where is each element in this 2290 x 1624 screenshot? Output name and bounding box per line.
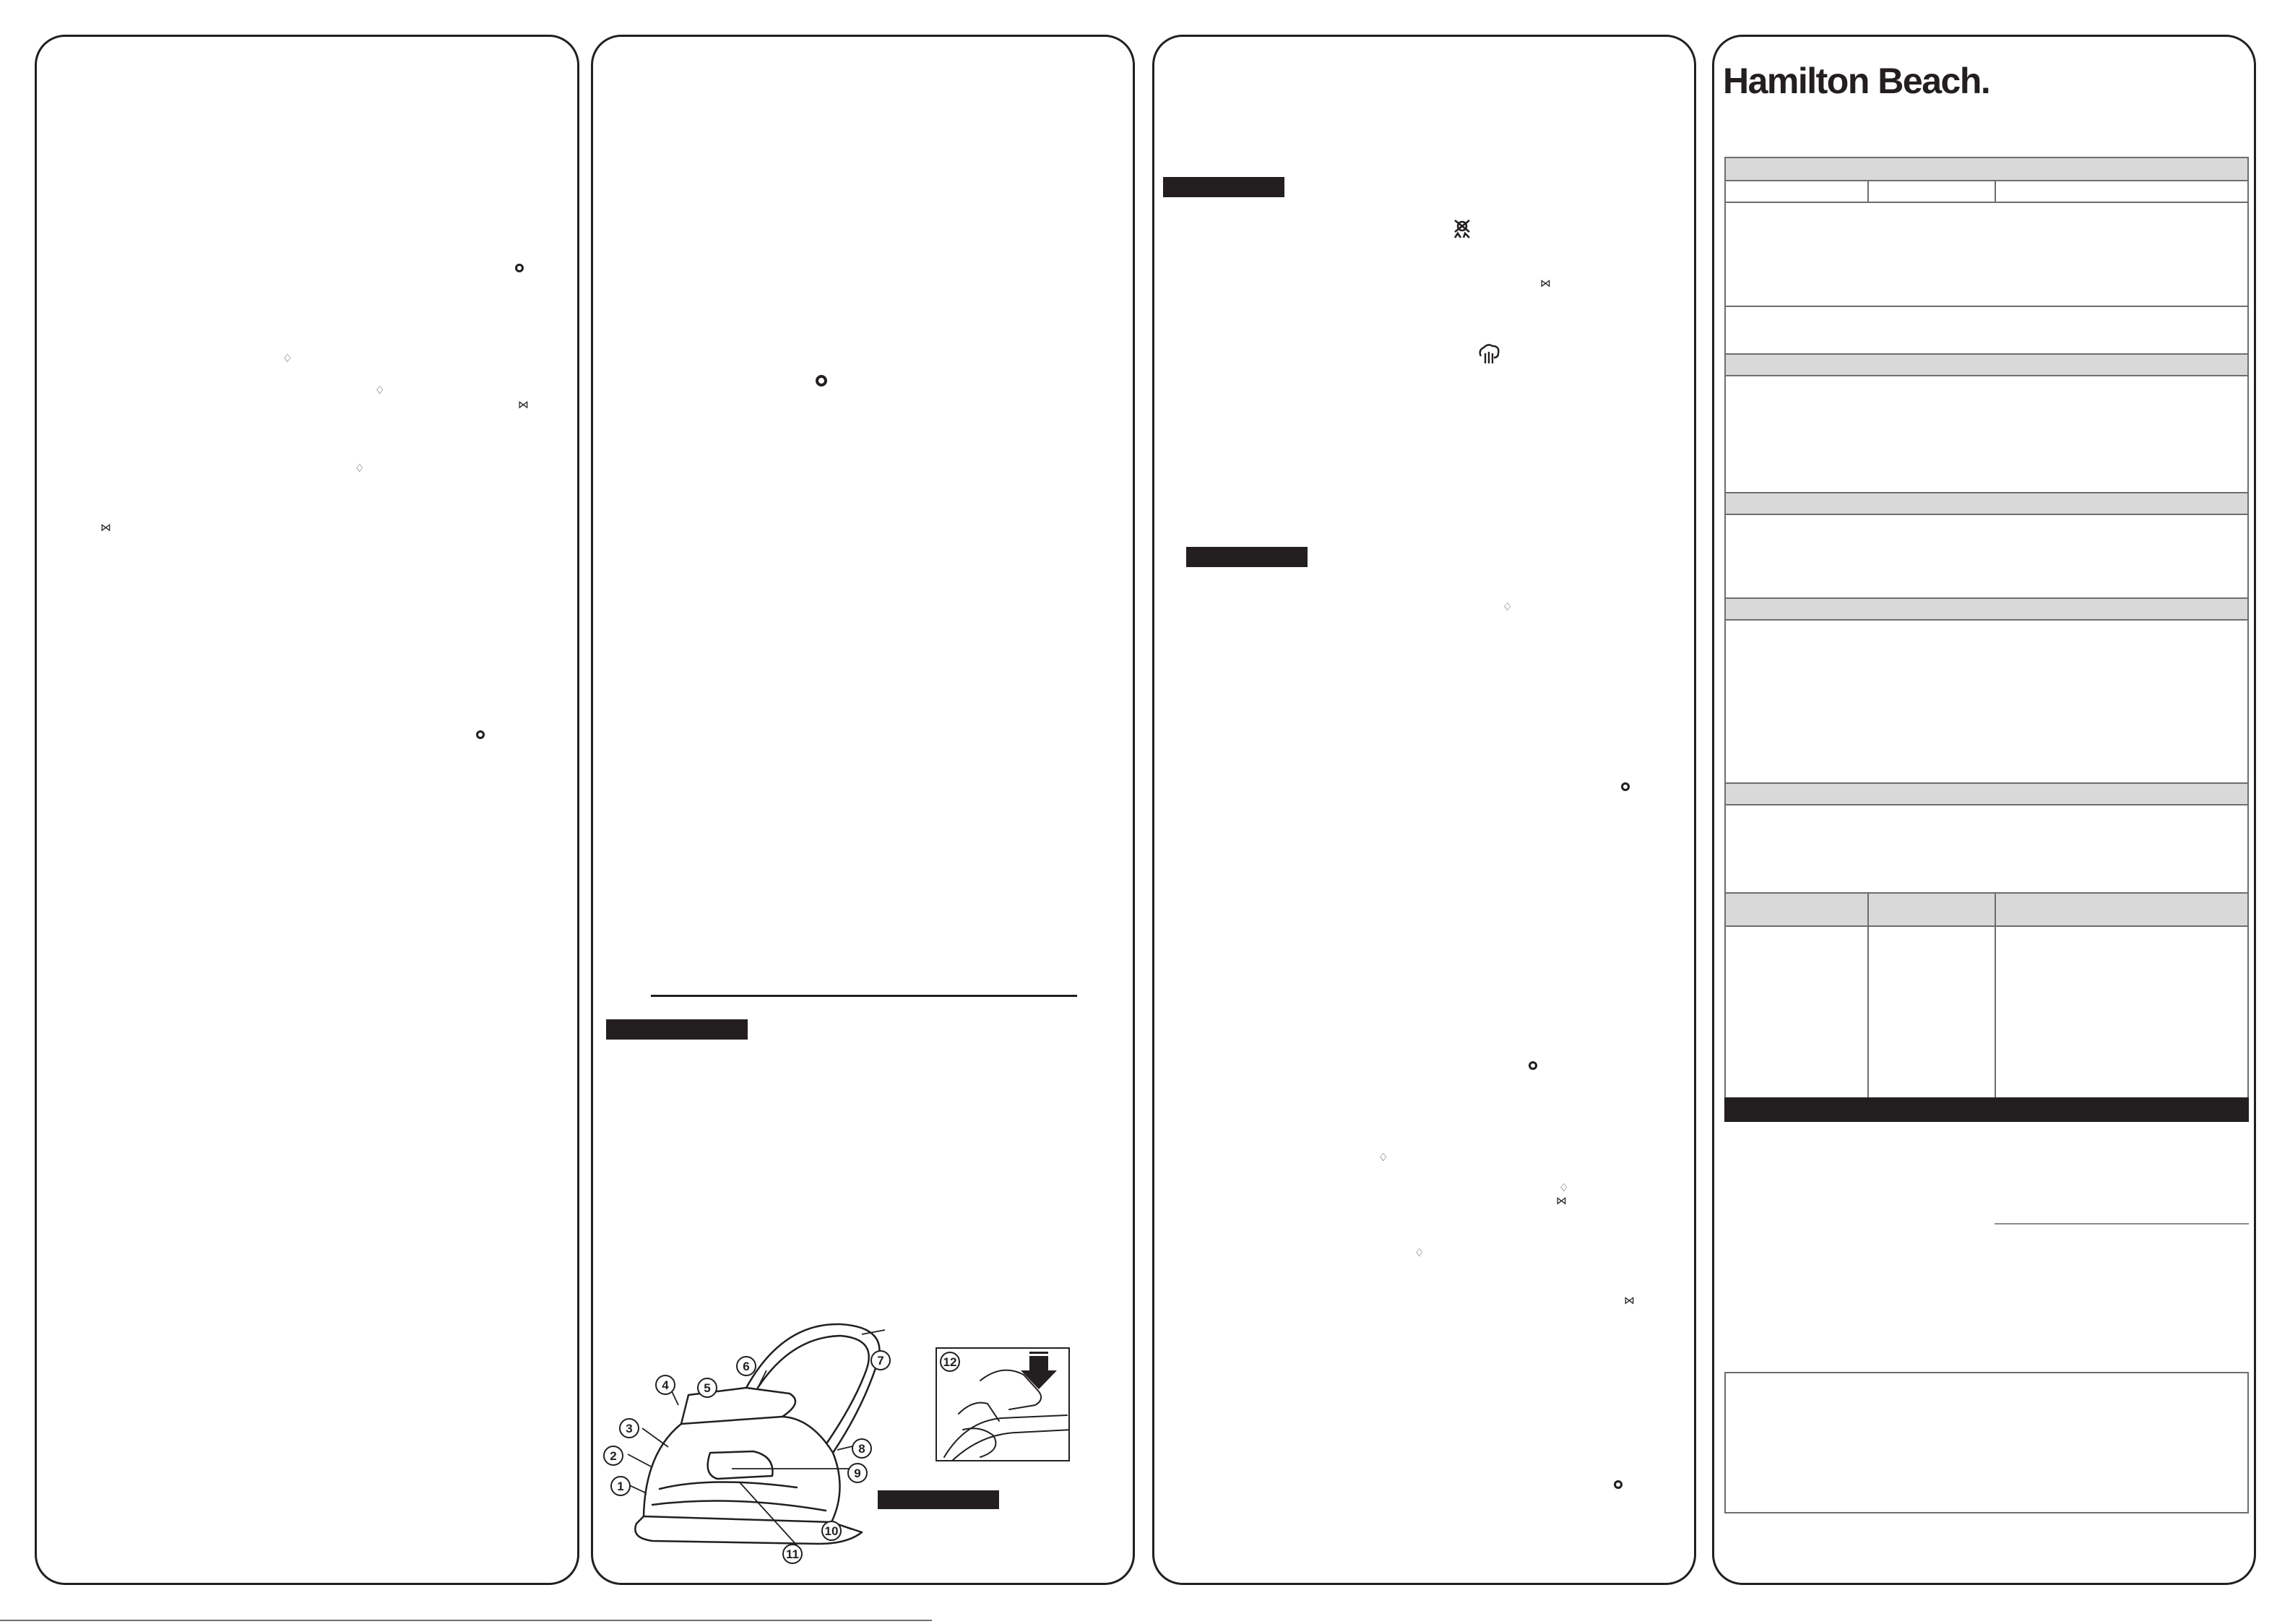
page-panel-1: [35, 35, 579, 1585]
part-callout-5: 5: [697, 1378, 717, 1398]
brand-logo: Hamilton Beach.: [1723, 61, 1990, 101]
steam-drop-icon: ♢: [355, 462, 365, 475]
page-panel-3: [1152, 35, 1696, 1585]
table-row: [1724, 925, 2249, 1099]
table-row: [1724, 804, 2249, 894]
table-row: [1724, 619, 2249, 784]
dot-ring-icon: [1614, 1480, 1623, 1489]
steam-drop-icon: ♢: [1559, 1181, 1569, 1194]
part-callout-1: 1: [610, 1476, 631, 1496]
steam-drop-icon: ♢: [375, 384, 385, 397]
table-row: [1724, 202, 2249, 307]
table-header-band: [1724, 157, 2249, 181]
dot-ring-icon: [816, 375, 827, 386]
section-heading-bar: [606, 1019, 748, 1040]
steam-drop-icon: ♢: [1378, 1151, 1388, 1164]
steam-off-icon: ⋈: [100, 521, 111, 534]
part-callout-9: 9: [847, 1463, 868, 1483]
steam-off-icon: ⋈: [1540, 277, 1551, 290]
steam-off-icon: ⋈: [1624, 1294, 1635, 1307]
signature-line: [1995, 1223, 2249, 1225]
steam-drop-icon: ♢: [1503, 600, 1513, 613]
dot-ring-icon: [515, 264, 524, 272]
part-callout-7: 7: [870, 1350, 891, 1370]
table-header-band: [1724, 892, 2249, 927]
section-divider: [651, 995, 1077, 997]
figure-label-bar: [878, 1490, 999, 1509]
part-callout-6: 6: [736, 1356, 756, 1376]
part-callout-3: 3: [619, 1418, 639, 1438]
anti-calc-icon: [1451, 217, 1474, 241]
page-panel-2: [591, 35, 1135, 1585]
steam-burst-icon: [1477, 343, 1501, 365]
part-callout-10: 10: [821, 1521, 842, 1541]
steam-drop-icon: ♢: [282, 352, 293, 365]
section-heading-bar: [1163, 177, 1284, 197]
table-section-band: [1724, 353, 2249, 376]
table-row: [1724, 306, 2249, 355]
part-callout-12: 12: [940, 1352, 960, 1372]
iron-diagram: [602, 1308, 949, 1568]
page-panel-4: [1712, 35, 2256, 1585]
dot-ring-icon: [1529, 1061, 1537, 1070]
part-callout-11: 11: [782, 1544, 803, 1564]
table-section-band: [1724, 492, 2249, 515]
table-section-band: [1724, 597, 2249, 621]
table-section-band: [1724, 782, 2249, 805]
steam-drop-icon: ♢: [1414, 1246, 1425, 1259]
warranty-heading-bar: [1724, 1097, 2249, 1122]
part-callout-4: 4: [655, 1375, 675, 1395]
part-callout-2: 2: [603, 1446, 623, 1466]
table-column-headers: [1724, 180, 2249, 203]
section-heading-bar: [1186, 547, 1308, 567]
dot-ring-icon: [476, 730, 485, 739]
steam-off-icon: ⋈: [518, 398, 529, 411]
dot-ring-icon: [1621, 782, 1630, 791]
table-row: [1724, 514, 2249, 599]
notice-box: [1724, 1372, 2249, 1513]
trim-line: [0, 1620, 932, 1621]
part-callout-8: 8: [852, 1438, 872, 1459]
table-row: [1724, 375, 2249, 493]
steam-off-icon: ⋈: [1556, 1194, 1567, 1207]
